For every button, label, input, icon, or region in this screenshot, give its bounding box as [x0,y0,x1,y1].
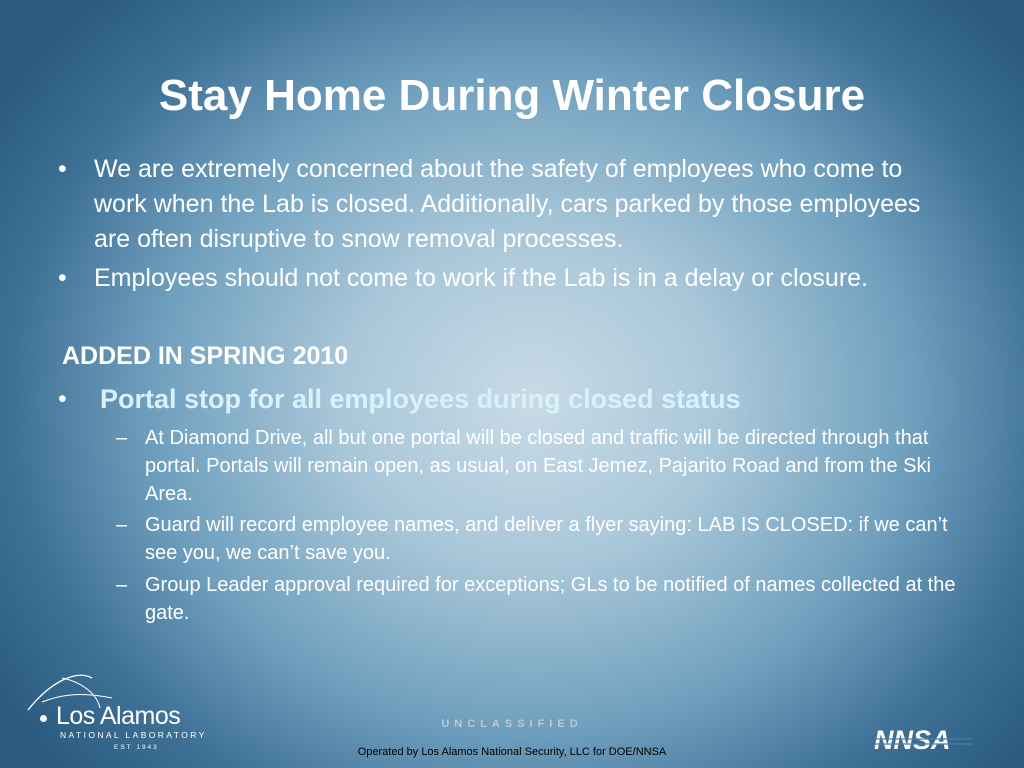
added-heading: ADDED IN SPRING 2010 [62,342,349,370]
highlight-bullet-text: Portal stop for all employees during closed status [100,384,741,414]
bullet-item [58,261,938,296]
nnsa-logo-text: NNSA [874,725,951,755]
sub-bullet [116,511,956,567]
logo-established: EST 1943 [114,744,159,751]
logo-name: Los Alamos [56,702,181,730]
sub-bullet [116,424,956,508]
bullet-item [58,152,938,257]
classification-label: UNCLASSIFIED [441,718,583,730]
logo-subtitle: NATIONAL LABORATORY [60,730,207,740]
nnsa-logo [872,724,976,756]
los-alamos-logo [22,672,232,754]
highlight-bullet [58,382,938,417]
sub-bullet-text: At Diamond Drive, all but one portal will be closed and traffic will be directed through that portal. Portals will remain open, as usual, on East Jemez, Pajarito Road and from the Ski Area. [145,427,931,505]
sub-bullet-text: Group Leader approval required for exceptions; GLs to be notified of names collected at the gate. [145,574,956,624]
bullet-glyph: • [58,385,67,413]
sub-bullet [116,571,956,627]
bullet-glyph: • [58,155,67,183]
bullet-text: We are extremely concerned about the safety of employees who come to work when the Lab is closed. Additionally, cars parked by those employees are often disruptive to snow removal processes. [94,155,921,253]
bullet-text: Employees should not come to work if the Lab is in a delay or closure. [94,264,869,292]
bullet-glyph: • [58,264,67,292]
sub-bullet-text: Guard will record employee names, and deliver a flyer saying: LAB IS CLOSED: if we can’t see you, we can’t save you. [145,514,948,564]
slide-title: Stay Home During Winter Closure [158,71,866,120]
operated-by-text: Operated by Los Alamos National Security, LLC for DOE/NNSA [357,746,667,758]
dash-glyph: – [116,427,128,449]
dash-glyph: – [116,514,128,536]
dash-glyph: – [116,574,128,596]
